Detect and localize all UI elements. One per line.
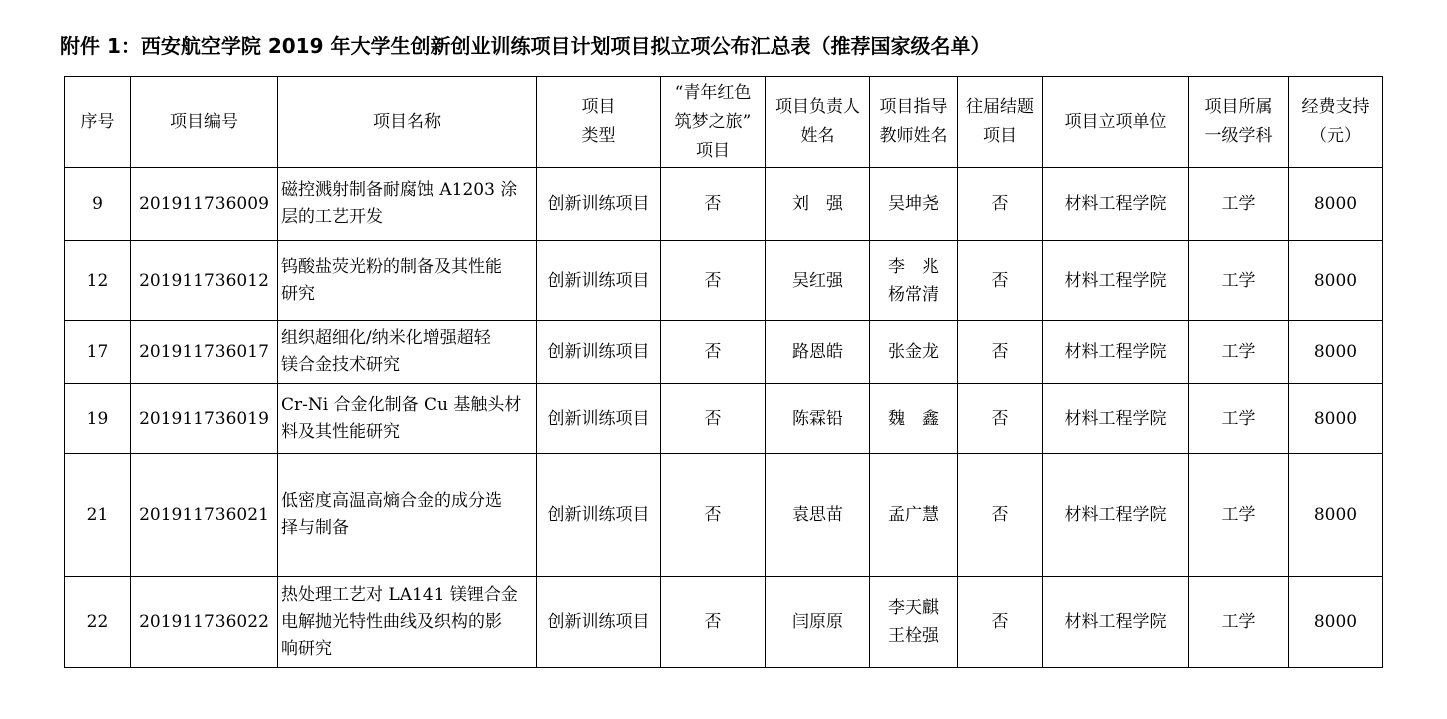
cell-leader: 闫原原 [766, 577, 870, 668]
header-seq: 序号 [65, 77, 131, 168]
cell-leader: 刘 强 [766, 168, 870, 241]
cell-past: 否 [958, 321, 1043, 384]
cell-past: 否 [958, 454, 1043, 577]
cell-unit: 材料工程学院 [1043, 454, 1189, 577]
cell-code: 201911736019 [131, 384, 278, 454]
cell-leader: 陈霖铅 [766, 384, 870, 454]
cell-seq: 19 [65, 384, 131, 454]
cell-type: 创新训练项目 [537, 321, 661, 384]
cell-unit: 材料工程学院 [1043, 241, 1189, 321]
cell-type: 创新训练项目 [537, 168, 661, 241]
cell-unit: 材料工程学院 [1043, 384, 1189, 454]
cell-dream: 否 [661, 321, 766, 384]
header-code: 项目编号 [131, 77, 278, 168]
cell-dream: 否 [661, 241, 766, 321]
cell-code: 201911736022 [131, 577, 278, 668]
cell-seq: 22 [65, 577, 131, 668]
table-row [65, 241, 1383, 321]
cell-advisor: 张金龙 [870, 321, 958, 384]
cell-discipline: 工学 [1189, 321, 1289, 384]
table-row [65, 321, 1383, 384]
cell-type: 创新训练项目 [537, 454, 661, 577]
cell-unit: 材料工程学院 [1043, 168, 1189, 241]
cell-seq: 17 [65, 321, 131, 384]
cell-funding: 8000 [1289, 577, 1383, 668]
cell-advisor: 李天麒 王栓强 [870, 577, 958, 668]
cell-seq: 9 [65, 168, 131, 241]
cell-type: 创新训练项目 [537, 241, 661, 321]
header-type: 项目 类型 [537, 77, 661, 168]
cell-past: 否 [958, 384, 1043, 454]
header-leader: 项目负责人 姓名 [766, 77, 870, 168]
cell-name: 磁控溅射制备耐腐蚀 A1203 涂 层的工艺开发 [278, 168, 537, 241]
cell-advisor: 魏 鑫 [870, 384, 958, 454]
cell-funding: 8000 [1289, 168, 1383, 241]
cell-advisor: 吴坤尧 [870, 168, 958, 241]
cell-name: 低密度高温高熵合金的成分选 择与制备 [278, 454, 537, 577]
cell-seq: 12 [65, 241, 131, 321]
cell-dream: 否 [661, 384, 766, 454]
header-row [65, 77, 1383, 168]
cell-type: 创新训练项目 [537, 577, 661, 668]
cell-past: 否 [958, 577, 1043, 668]
table-row [65, 384, 1383, 454]
cell-name: 热处理工艺对 LA141 镁锂合金 电解抛光特性曲线及织构的影 响研究 [278, 577, 537, 668]
table-row [65, 168, 1383, 241]
project-summary-table [64, 76, 1383, 668]
cell-name: Cr-Ni 合金化制备 Cu 基触头材 料及其性能研究 [278, 384, 537, 454]
cell-discipline: 工学 [1189, 241, 1289, 321]
cell-discipline: 工学 [1189, 577, 1289, 668]
header-discipline: 项目所属 一级学科 [1189, 77, 1289, 168]
header-funding: 经费支持 （元） [1289, 77, 1383, 168]
header-dream: “青年红色 筑梦之旅” 项目 [661, 77, 766, 168]
table-row [65, 577, 1383, 668]
cell-discipline: 工学 [1189, 168, 1289, 241]
cell-funding: 8000 [1289, 321, 1383, 384]
cell-name: 组织超细化/纳米化增强超轻 镁合金技术研究 [278, 321, 537, 384]
header-name: 项目名称 [278, 77, 537, 168]
cell-funding: 8000 [1289, 241, 1383, 321]
cell-dream: 否 [661, 577, 766, 668]
cell-advisor: 李 兆 杨常清 [870, 241, 958, 321]
cell-leader: 袁思苗 [766, 454, 870, 577]
cell-seq: 21 [65, 454, 131, 577]
cell-code: 201911736012 [131, 241, 278, 321]
header-advisor: 项目指导 教师姓名 [870, 77, 958, 168]
cell-dream: 否 [661, 454, 766, 577]
header-past: 往届结题 项目 [958, 77, 1043, 168]
cell-funding: 8000 [1289, 384, 1383, 454]
table-row [65, 454, 1383, 577]
cell-dream: 否 [661, 168, 766, 241]
cell-unit: 材料工程学院 [1043, 321, 1189, 384]
cell-leader: 路恩皓 [766, 321, 870, 384]
cell-funding: 8000 [1289, 454, 1383, 577]
header-unit: 项目立项单位 [1043, 77, 1189, 168]
cell-code: 201911736021 [131, 454, 278, 577]
cell-leader: 吴红强 [766, 241, 870, 321]
cell-code: 201911736009 [131, 168, 278, 241]
cell-type: 创新训练项目 [537, 384, 661, 454]
cell-discipline: 工学 [1189, 384, 1289, 454]
cell-past: 否 [958, 168, 1043, 241]
cell-advisor: 孟广慧 [870, 454, 958, 577]
cell-unit: 材料工程学院 [1043, 577, 1189, 668]
cell-past: 否 [958, 241, 1043, 321]
cell-code: 201911736017 [131, 321, 278, 384]
cell-name: 钨酸盐荧光粉的制备及其性能 研究 [278, 241, 537, 321]
document-title: 附件 1：西安航空学院 2019 年大学生创新创业训练项目计划项目拟立项公布汇总表（推荐国家级名单） [60, 34, 991, 58]
cell-discipline: 工学 [1189, 454, 1289, 577]
